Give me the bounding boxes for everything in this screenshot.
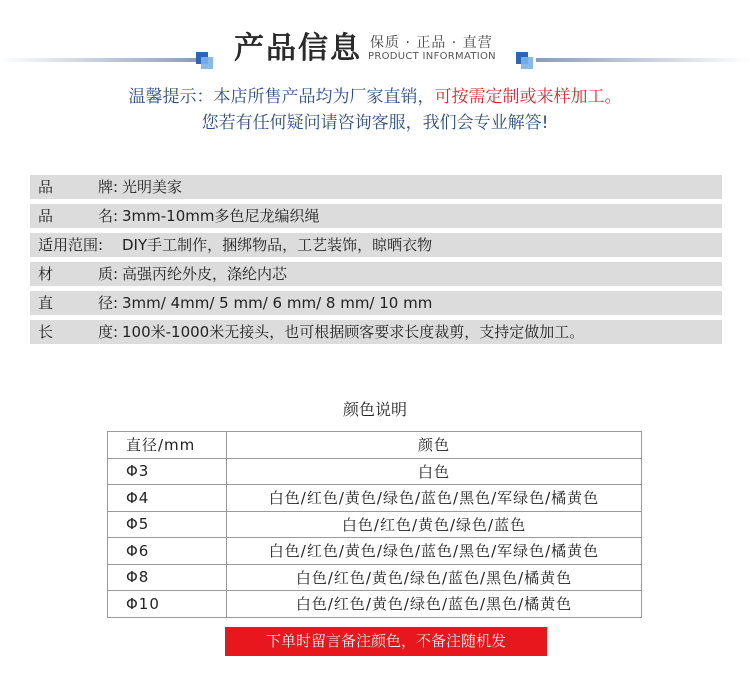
section-subtitle-en: PRODUCT INFORMATION (368, 51, 496, 62)
colors-cell: 白色/红色/黄色/绿色/蓝色 (227, 511, 642, 538)
spec-label-part: 适用范围: (38, 236, 104, 254)
spec-value: 3mm-10mm多色尼龙编织绳 (122, 207, 320, 225)
spec-value: DIY手工制作，捆绑物品，工艺装饰，晾晒衣物 (122, 236, 433, 254)
diameter-cell: Φ4 (108, 485, 227, 512)
spec-label-part: 名: (97, 207, 118, 225)
section-subtitle-cn: 保质 · 正品 · 直营 (370, 35, 493, 51)
spec-value: 光明美家 (122, 178, 183, 196)
table-header-row (108, 432, 642, 459)
header-line-right (536, 58, 750, 62)
spec-row (30, 291, 722, 315)
spec-label-part: 品 (38, 207, 54, 225)
spec-value: 高强丙纶外皮，涤纶内芯 (122, 265, 288, 283)
spec-label (38, 175, 118, 199)
spec-value: 100米-1000米无接头，也可根据顾客要求长度裁剪，支持定做加工。 (122, 323, 585, 341)
colors-cell: 白色 (227, 458, 642, 485)
spec-label-part: 直 (38, 294, 54, 312)
spec-row (30, 175, 722, 199)
spec-label (38, 233, 118, 257)
notice-line-1 (0, 82, 750, 107)
square-deco-icon (516, 52, 534, 68)
square-deco-icon (196, 52, 214, 68)
spec-list (30, 175, 722, 349)
colors-cell: 白色/红色/黄色/绿色/蓝色/黑色/橘黄色 (227, 564, 642, 591)
section-header (0, 24, 750, 80)
spec-value: 3mm/ 4mm/ 5 mm/ 6 mm/ 8 mm/ 10 mm (122, 294, 433, 312)
table-row (108, 564, 642, 591)
diameter-cell: Φ6 (108, 538, 227, 565)
table-row (108, 538, 642, 565)
table-row (108, 511, 642, 538)
table-row (108, 485, 642, 512)
notice-text: 温馨提示：本店所售产品均为厂家直销， (128, 87, 435, 107)
spec-label-part: 质: (97, 265, 118, 283)
spec-row (30, 233, 722, 257)
diameter-cell: Φ3 (108, 458, 227, 485)
notice-line-2: 您若有任何疑问请咨询客服，我们会专业解答! (201, 113, 549, 133)
spec-label (38, 291, 118, 315)
color-table (107, 431, 642, 618)
spec-label (38, 262, 118, 286)
spec-label-part: 径: (97, 294, 118, 312)
color-table-caption: 颜色说明 (342, 400, 407, 419)
header-line-left (0, 58, 200, 62)
colors-cell: 白色/红色/黄色/绿色/蓝色/黑色/军绿色/橘黄色 (227, 538, 642, 565)
diameter-cell: Φ5 (108, 511, 227, 538)
spec-label-part: 度: (97, 323, 118, 341)
spec-row (30, 320, 722, 344)
table-row (108, 591, 642, 618)
spec-label (38, 320, 118, 344)
spec-row (30, 262, 722, 286)
table-header-cell: 颜色 (227, 432, 642, 459)
notice-highlight: 可按需定制或来样加工。 (434, 87, 622, 107)
order-note-banner: 下单时留言备注颜色，不备注随机发 (225, 627, 547, 656)
diameter-cell: Φ8 (108, 564, 227, 591)
colors-cell: 白色/红色/黄色/绿色/蓝色/黑色/橘黄色 (227, 591, 642, 618)
spec-label-part: 品 (38, 178, 54, 196)
spec-label-part: 牌: (97, 178, 118, 196)
spec-row (30, 204, 722, 228)
table-row (108, 458, 642, 485)
section-title: 产品信息 (234, 31, 362, 66)
diameter-cell: Φ10 (108, 591, 227, 618)
spec-label (38, 204, 118, 228)
colors-cell: 白色/红色/黄色/绿色/蓝色/黑色/军绿色/橘黄色 (227, 485, 642, 512)
spec-label-part: 长 (38, 323, 54, 341)
table-header-cell: 直径/mm (108, 432, 227, 459)
spec-label-part: 材 (38, 265, 54, 283)
